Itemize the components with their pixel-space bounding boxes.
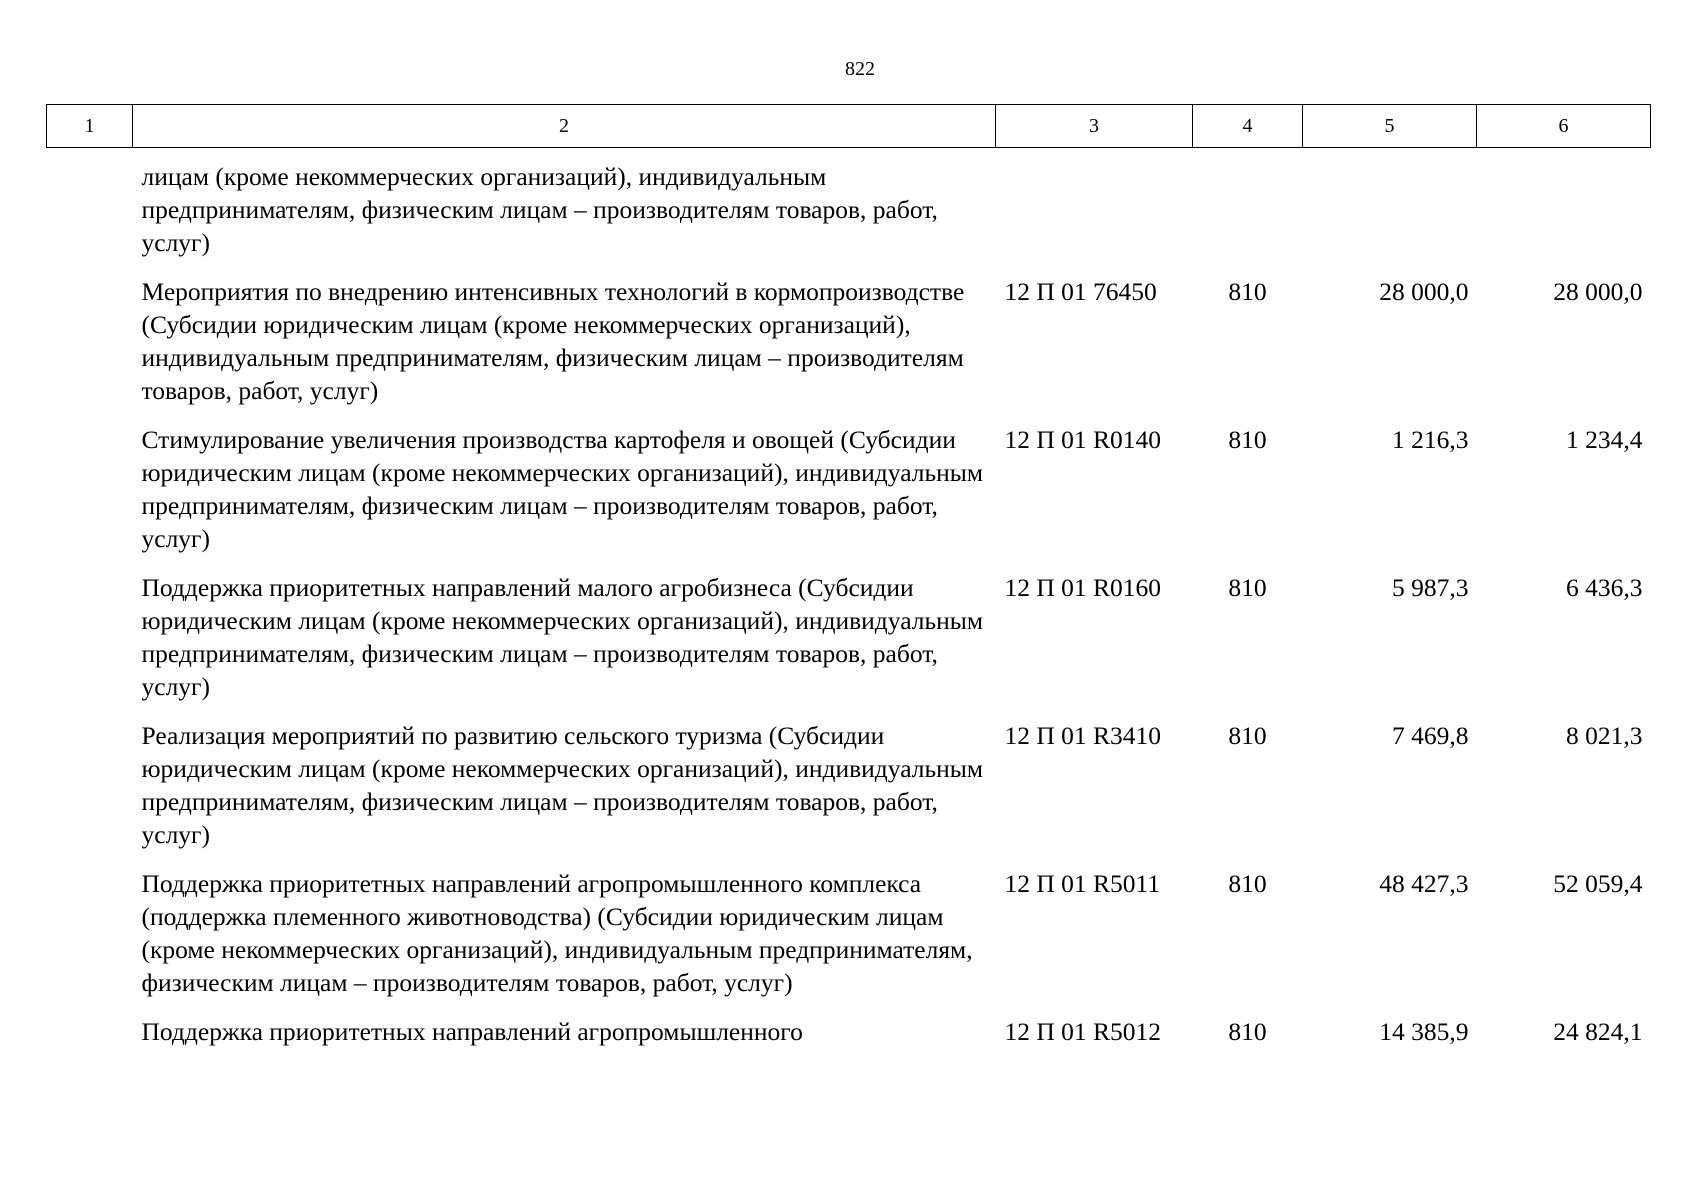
row-expense-type: 810 [1228, 573, 1267, 602]
row-sum-1: 48 427,3 [1379, 869, 1469, 898]
row-code: 12 П 01 R5012 [1004, 1017, 1162, 1046]
table-row [47, 275, 1651, 423]
header-col-2: 2 [133, 105, 996, 148]
row-expense-type [1193, 148, 1303, 276]
row-name: лицам (кроме некоммерческих организаций), индивидуальным предпринимателям, физическим лицам – производителям товаров, работ, услуг) [141, 162, 938, 257]
row-name: Поддержка приоритетных направлений агропромышленного комплекса (поддержка племенного животноводства) (Субсидии юридическим лицам (кроме некоммерческих организаций), индивидуальным предпринимателям, физическим лицам – производителям товаров, работ, услуг) [141, 869, 973, 997]
header-col-1: 1 [47, 105, 133, 148]
table-row [47, 719, 1651, 867]
row-code: 12 П 01 R0140 [1004, 425, 1162, 454]
row-expense-type: 810 [1228, 277, 1267, 306]
row-sum-2: 6 436,3 [1566, 573, 1643, 602]
table-header [47, 105, 1651, 148]
row-sum-1: 7 469,8 [1392, 721, 1469, 750]
page-number: 822 [845, 58, 875, 80]
row-expense-type: 810 [1228, 869, 1267, 898]
header-col-4: 4 [1193, 105, 1303, 148]
row-sum-1: 5 987,3 [1392, 573, 1469, 602]
row-number [47, 275, 133, 423]
row-sum-2: 52 059,4 [1553, 869, 1643, 898]
row-expense-type: 810 [1228, 1017, 1267, 1046]
table-body [47, 148, 1651, 1065]
row-code: 12 П 01 R5011 [1004, 869, 1161, 898]
row-sum-2: 28 000,0 [1553, 277, 1643, 306]
row-code: 12 П 01 76450 [1004, 277, 1157, 306]
row-number [47, 148, 133, 276]
table-row [47, 423, 1651, 571]
row-sum-1 [1303, 148, 1477, 276]
header-col-6: 6 [1477, 105, 1651, 148]
row-expense-type: 810 [1228, 721, 1267, 750]
row-code: 12 П 01 R0160 [1004, 573, 1162, 602]
table-row [47, 571, 1651, 719]
row-name: Стимулирование увеличения производства картофеля и овощей (Субсидии юридическим лицам (кроме некоммерческих организаций), индивидуальным предпринимателям, физическим лицам – производителям товаров, работ, услуг) [141, 425, 984, 553]
row-name: Реализация мероприятий по развитию сельского туризма (Субсидии юридическим лицам (кроме некоммерческих организаций), индивидуальным предпринимателям, физическим лицам – производителям товаров, работ, услуг) [141, 721, 984, 849]
table-row [47, 148, 1651, 276]
row-sum-1: 1 216,3 [1392, 425, 1469, 454]
row-code [996, 148, 1193, 276]
table-row [47, 1015, 1651, 1064]
row-sum-2: 8 021,3 [1566, 721, 1643, 750]
row-sum-2: 24 824,1 [1553, 1017, 1643, 1046]
row-number [47, 867, 133, 1015]
header-row [47, 105, 1651, 148]
row-name: Поддержка приоритетных направлений малого агробизнеса (Субсидии юридическим лицам (кроме некоммерческих организаций), индивидуальным предпринимателям, физическим лицам – производителям товаров, работ, услуг) [141, 573, 984, 701]
row-number [47, 719, 133, 867]
row-sum-1: 14 385,9 [1379, 1017, 1469, 1046]
header-col-5: 5 [1303, 105, 1477, 148]
row-name: Мероприятия по внедрению интенсивных технологий в кормопроизводстве (Субсидии юридическим лицам (кроме некоммерческих организаций), индивидуальным предпринимателям, физическим лицам – производителям товаров, работ, услуг) [141, 277, 965, 405]
row-number [47, 1015, 133, 1064]
header-col-3: 3 [996, 105, 1193, 148]
budget-table [46, 104, 1651, 1064]
table-row [47, 867, 1651, 1015]
row-code: 12 П 01 R3410 [1004, 721, 1162, 750]
row-name: Поддержка приоритетных направлений агропромышленного [141, 1017, 803, 1046]
row-expense-type: 810 [1228, 425, 1267, 454]
row-sum-1: 28 000,0 [1379, 277, 1469, 306]
row-sum-2 [1477, 148, 1651, 276]
row-sum-2: 1 234,4 [1566, 425, 1643, 454]
row-number [47, 423, 133, 571]
row-number [47, 571, 133, 719]
